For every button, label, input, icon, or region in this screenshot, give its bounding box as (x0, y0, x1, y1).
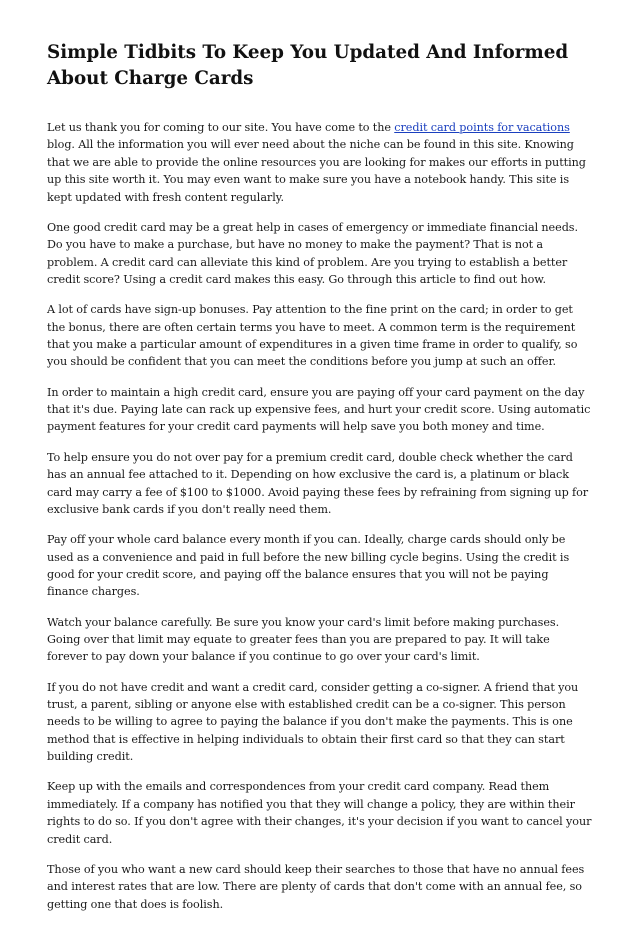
paragraph-pay-on-time: In order to maintain a high credit card, ensure you are paying off your card payment on the day that it's due. Paying late can rack up expensive fees, and hurt your credit score. Using automatic payment features for your credit card payments will help save you both money and time. (47, 385, 591, 434)
paragraph-emergency-needs: One good credit card may be a great help in cases of emergency or immediate financial needs. Do you have to make a purchase, but have no money to make the payment? That is not a problem. A credit card can alleviate this kind of problem. Are you trying to establish a better credit score? Using a credit card makes this easy. Go through this article to find out how. (47, 220, 579, 287)
paragraph-no-annual-fee: Those of you who want a new card should keep their searches to those that have no annual fees and interest rates that are low. There are plenty of cards that don't come with an annual fee, so getting one that does is foolish. (47, 862, 585, 911)
document-page (47, 40, 593, 926)
paragraph-annual-fee: To help ensure you do not over pay for a premium credit card, double check whether the card has an annual fee attached to it. Depending on how exclusive the card is, a platinum or black card may carry a fee of $100 to $1000. Avoid paying these fees by refraining from signing up for exclusive bank cards if you don't really need them. (47, 450, 589, 516)
paragraph-emails-correspondence: Keep up with the emails and correspondences from your credit card company. Read them immediately. If a company has notified you that they will change a policy, they are within their rights to do so. If you don't agree with their changes, it's your decision if you want to cancel your credit card. (47, 780, 592, 846)
paragraph-co-signer: If you do not have credit and want a credit card, consider getting a co-signer. A friend that you trust, a parent, sibling or anyone else with established credit can be a co-signer. This person needs to be willing to agree to paying the balance if you don't make the payments. This is one method that is effective in helping individuals to obtain their first card so that they can start building credit. (47, 680, 579, 764)
intro-paragraph (47, 119, 593, 206)
paragraph-watch-balance: Watch your balance carefully. Be sure you know your card's limit before making purchases. Going over that limit may equate to greater fees than you are prepared to pay. It will take forever to pay down your balance if you continue to go over your card's limit. (47, 615, 560, 664)
paragraph-pay-full-balance: Pay off your whole card balance every month if you can. Ideally, charge cards should only be used as a convenience and paid in full before the new billing cycle begins. Using the credit is good for your credit score, and paying off the balance ensures that you will not be paying finance charges. (47, 533, 570, 599)
paragraph-sign-up-bonuses: A lot of cards have sign-up bonuses. Pay attention to the fine print on the card; in order to get the bonus, there are often certain terms you have to meet. A common term is the requirement that you make a particular amount of expenditures in a given time frame in order to qualify, so you should be confident that you can meet the conditions before you jump at such an offer. (47, 303, 578, 369)
document-title: Simple Tidbits To Keep You Updated And Informed About Charge Cards (47, 42, 569, 89)
intro-text-after-link: blog. All the information you will ever need about the niche can be found in this site. Knowing that we are able to provide the online resources you are looking for makes our efforts in putting up this site worth it. You may even want to make sure you have a notebook handy. This site is kept updated with fresh content regularly. (47, 138, 586, 204)
credit-card-points-link[interactable]: credit card points for vacations (394, 121, 570, 134)
intro-text-before-link: Let us thank you for coming to our site. You have come to the (47, 121, 395, 134)
